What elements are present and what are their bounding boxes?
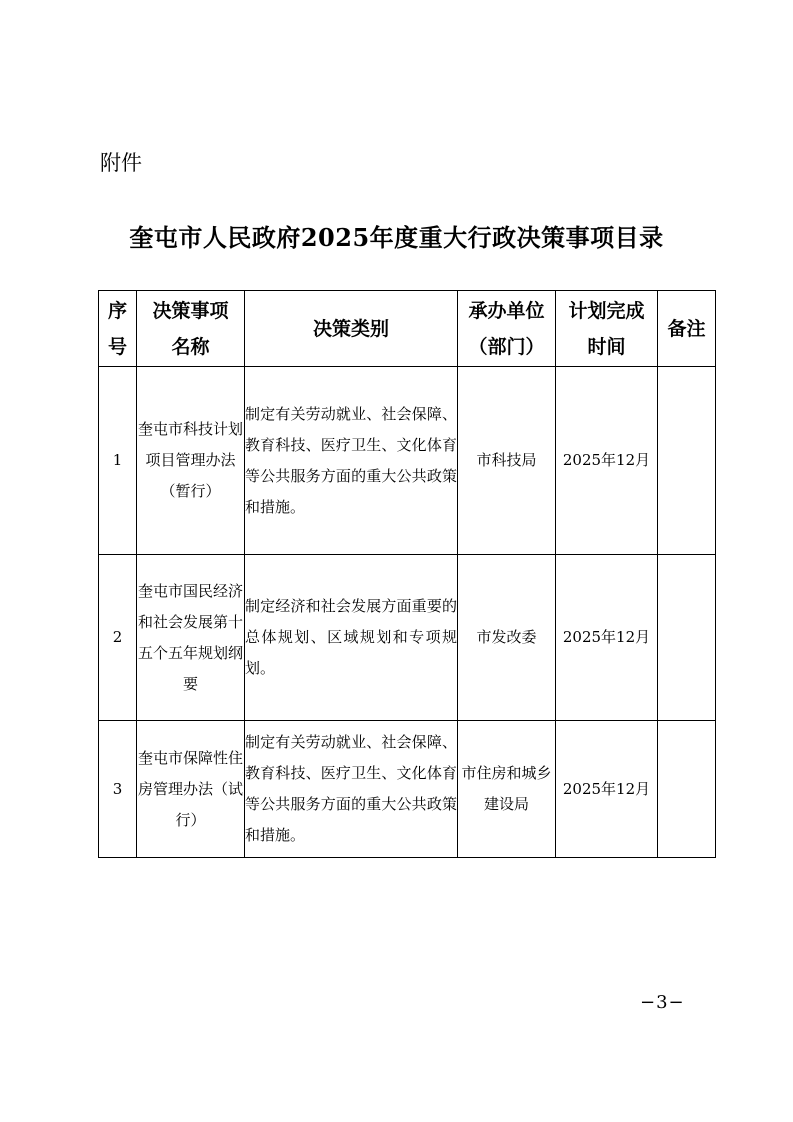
row-deadline: 2025年12月	[556, 721, 658, 858]
header-dept	[458, 291, 556, 367]
row-category: 制定经济和社会发展方面重要的总体规划、区域规划和专项规划。	[245, 555, 458, 721]
header-remarks: 备注	[658, 291, 716, 367]
row-deadline: 2025年12月	[556, 367, 658, 555]
row-dept: 市科技局	[458, 367, 556, 555]
row-seq: 1	[99, 367, 137, 555]
header-name	[137, 291, 245, 367]
row-remarks	[658, 367, 716, 555]
header-dept-line1: 承办单位	[468, 299, 545, 322]
row-dept: 市住房和城乡建设局	[458, 721, 556, 858]
header-deadline	[556, 291, 658, 367]
row-name: 奎屯市国民经济和社会发展第十五个五年规划纲要	[137, 555, 245, 721]
row-name: 奎屯市保障性住房管理办法（试行）	[137, 721, 245, 858]
attachment-label: 附件	[100, 151, 142, 175]
header-category: 决策类别	[245, 291, 458, 367]
header-deadline-line2: 时间	[587, 335, 626, 358]
decision-catalog-table	[98, 290, 716, 858]
table-row	[99, 721, 716, 858]
row-category: 制定有关劳动就业、社会保障、教育科技、医疗卫生、文化体育等公共服务方面的重大公共政策和措施。	[245, 367, 458, 555]
header-dept-line2: （部门）	[468, 335, 545, 358]
row-name: 奎屯市科技计划项目管理办法（暂行）	[137, 367, 245, 555]
page-number: −3−	[640, 992, 685, 1013]
row-dept: 市发改委	[458, 555, 556, 721]
row-remarks	[658, 721, 716, 858]
header-name-line1: 决策事项	[152, 299, 229, 322]
header-seq-line2: 号	[107, 335, 127, 358]
row-deadline: 2025年12月	[556, 555, 658, 721]
table-row	[99, 555, 716, 721]
header-deadline-line1: 计划完成	[568, 299, 645, 322]
row-seq: 2	[99, 555, 137, 721]
row-remarks	[658, 555, 716, 721]
header-seq-line1: 序	[107, 299, 127, 322]
table-header-row	[99, 291, 716, 367]
document-title: 奎屯市人民政府2025年度重大行政决策事项目录	[129, 223, 664, 252]
header-name-line2: 名称	[171, 335, 210, 358]
header-seq	[99, 291, 137, 367]
table-row	[99, 367, 716, 555]
row-category: 制定有关劳动就业、社会保障、教育科技、医疗卫生、文化体育等公共服务方面的重大公共政策和措施。	[245, 721, 458, 858]
row-seq: 3	[99, 721, 137, 858]
